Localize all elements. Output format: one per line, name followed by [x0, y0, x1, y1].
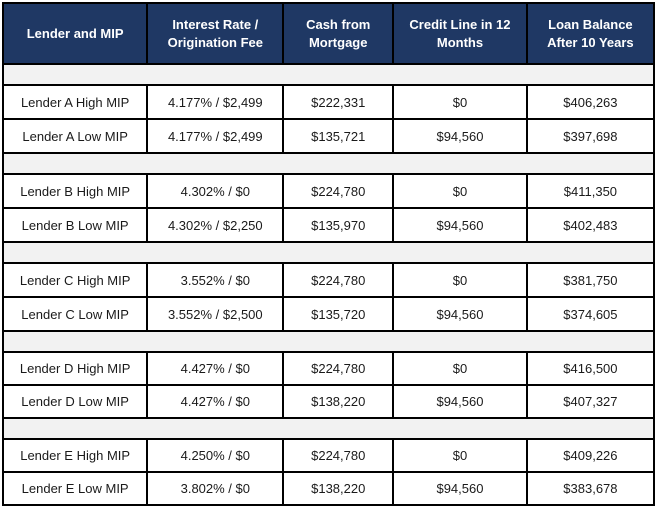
cell-rate-fee: 4.177% / $2,499	[147, 85, 283, 119]
group-spacer-row	[3, 64, 654, 85]
header-cash-from-mortgage: Cash from Mortgage	[283, 3, 393, 64]
cell-rate-fee: 3.802% / $0	[147, 472, 283, 505]
table-row	[3, 352, 654, 385]
cell-lender: Lender B High MIP	[3, 174, 147, 208]
cell-loan-balance: $381,750	[527, 263, 654, 297]
cell-rate-fee: 3.552% / $2,500	[147, 297, 283, 331]
header-lender-mip: Lender and MIP	[3, 3, 147, 64]
cell-credit-line: $94,560	[393, 385, 527, 418]
cell-cash: $135,721	[283, 119, 393, 153]
cell-lender: Lender B Low MIP	[3, 208, 147, 242]
cell-cash: $138,220	[283, 385, 393, 418]
cell-loan-balance: $409,226	[527, 439, 654, 472]
cell-rate-fee: 4.250% / $0	[147, 439, 283, 472]
cell-rate-fee: 3.552% / $0	[147, 263, 283, 297]
cell-credit-line: $94,560	[393, 208, 527, 242]
cell-credit-line: $94,560	[393, 297, 527, 331]
cell-lender: Lender E High MIP	[3, 439, 147, 472]
lender-comparison-table	[2, 2, 655, 506]
group-spacer-row	[3, 418, 654, 439]
cell-loan-balance: $402,483	[527, 208, 654, 242]
table-row	[3, 439, 654, 472]
table-row	[3, 472, 654, 505]
cell-lender: Lender E Low MIP	[3, 472, 147, 505]
cell-credit-line: $94,560	[393, 119, 527, 153]
cell-loan-balance: $406,263	[527, 85, 654, 119]
cell-credit-line: $0	[393, 263, 527, 297]
group-spacer-row	[3, 331, 654, 352]
header-interest-rate-fee: Interest Rate / Origination Fee	[147, 3, 283, 64]
cell-cash: $224,780	[283, 439, 393, 472]
spacer-cell	[3, 153, 654, 174]
header-loan-balance: Loan Balance After 10 Years	[527, 3, 654, 64]
cell-loan-balance: $383,678	[527, 472, 654, 505]
cell-loan-balance: $416,500	[527, 352, 654, 385]
table-row	[3, 119, 654, 153]
cell-rate-fee: 4.302% / $0	[147, 174, 283, 208]
group-spacer-row	[3, 153, 654, 174]
cell-cash: $135,720	[283, 297, 393, 331]
cell-loan-balance: $374,605	[527, 297, 654, 331]
cell-rate-fee: 4.302% / $2,250	[147, 208, 283, 242]
group-spacer-row	[3, 242, 654, 263]
cell-cash: $224,780	[283, 352, 393, 385]
cell-cash: $224,780	[283, 174, 393, 208]
cell-lender: Lender A High MIP	[3, 85, 147, 119]
header-credit-line: Credit Line in 12 Months	[393, 3, 527, 64]
cell-rate-fee: 4.427% / $0	[147, 352, 283, 385]
cell-loan-balance: $407,327	[527, 385, 654, 418]
cell-cash: $138,220	[283, 472, 393, 505]
cell-credit-line: $0	[393, 174, 527, 208]
cell-lender: Lender D High MIP	[3, 352, 147, 385]
cell-rate-fee: 4.177% / $2,499	[147, 119, 283, 153]
spacer-cell	[3, 418, 654, 439]
table-row	[3, 263, 654, 297]
spacer-cell	[3, 331, 654, 352]
cell-lender: Lender C High MIP	[3, 263, 147, 297]
table-row	[3, 297, 654, 331]
cell-lender: Lender A Low MIP	[3, 119, 147, 153]
table-row	[3, 385, 654, 418]
spacer-cell	[3, 242, 654, 263]
table-row	[3, 174, 654, 208]
cell-credit-line: $0	[393, 439, 527, 472]
cell-lender: Lender D Low MIP	[3, 385, 147, 418]
cell-lender: Lender C Low MIP	[3, 297, 147, 331]
header-row	[3, 3, 654, 64]
cell-loan-balance: $397,698	[527, 119, 654, 153]
cell-rate-fee: 4.427% / $0	[147, 385, 283, 418]
cell-loan-balance: $411,350	[527, 174, 654, 208]
table-row	[3, 85, 654, 119]
cell-credit-line: $0	[393, 352, 527, 385]
cell-credit-line: $0	[393, 85, 527, 119]
cell-cash: $222,331	[283, 85, 393, 119]
table-row	[3, 208, 654, 242]
spacer-cell	[3, 64, 654, 85]
cell-cash: $224,780	[283, 263, 393, 297]
cell-cash: $135,970	[283, 208, 393, 242]
cell-credit-line: $94,560	[393, 472, 527, 505]
